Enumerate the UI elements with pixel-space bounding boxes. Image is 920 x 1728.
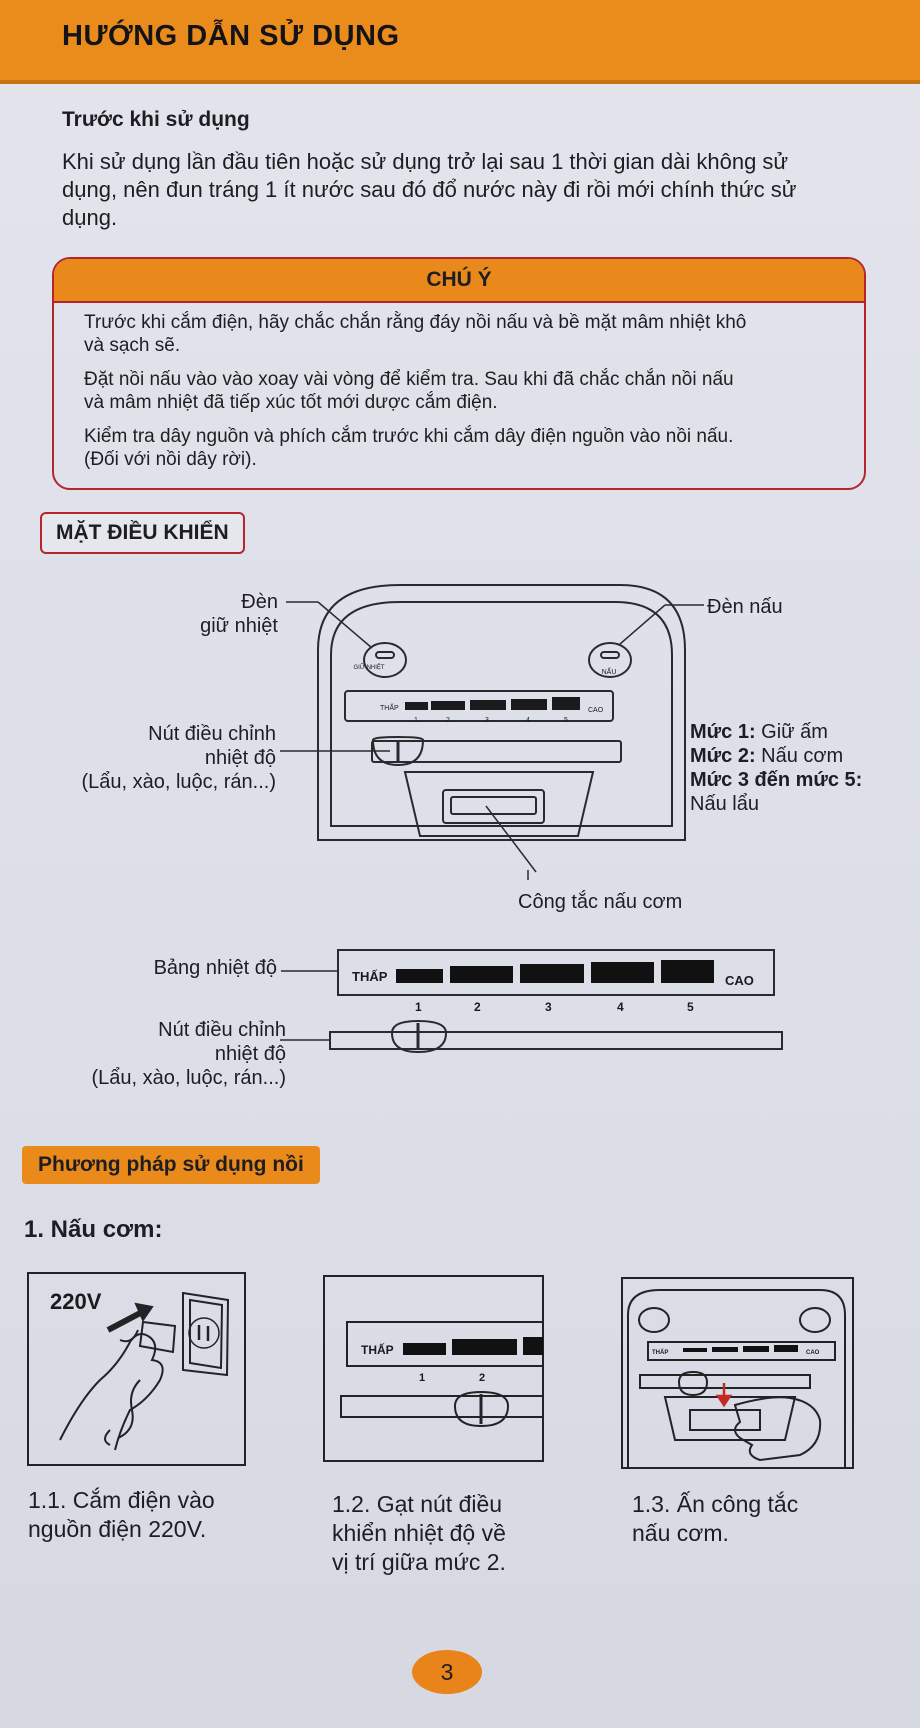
caption-line: khiển nhiệt độ về <box>332 1520 506 1546</box>
step-heading: 1. Nấu cơm: <box>24 1216 163 1243</box>
knob-track <box>372 741 621 762</box>
label-line: nhiệt độ <box>214 1043 286 1065</box>
level-text: Nấu lẩu <box>690 793 759 815</box>
fig3-bar <box>774 1345 798 1352</box>
caption-line: 1.3. Ấn công tắc <box>632 1491 799 1517</box>
fig3-cooker <box>628 1290 845 1468</box>
fig3-bar <box>743 1346 769 1352</box>
level-item <box>690 768 862 792</box>
before-use-heading: Trước khi sử dụng <box>62 108 250 131</box>
page-title: HƯỚNG DẪN SỬ DỤNG <box>62 20 400 52</box>
warm-light-label <box>150 590 278 638</box>
label-line: Nút điều chỉnh <box>158 1019 286 1041</box>
caption-line: nấu cơm. <box>632 1520 729 1546</box>
label-line: nhiệt độ <box>204 747 276 769</box>
notice-line: Trước khi cắm điện, hãy chắc chắn rằng đáy nồi nấu và bề mặt mâm nhiệt khô <box>84 312 747 333</box>
level-bold: Mức 2: <box>690 745 756 767</box>
fig2-number: 2 <box>479 1372 486 1384</box>
scale-bar-3 <box>470 700 506 710</box>
fig3-warm-light <box>639 1308 669 1332</box>
control-panel-section-title: MẶT ĐIỀU KHIỂN <box>40 512 245 554</box>
board-number: 5 <box>687 1000 694 1014</box>
fig2-bar <box>452 1339 517 1355</box>
small-high-text: CAO <box>588 707 604 714</box>
notice-line: và mâm nhiệt đã tiếp xúc tốt mới dược cắm điện. <box>84 392 498 413</box>
small-low-text: THẤP <box>380 705 399 712</box>
intro-line: Khi sử dụng lần đầu tiên hoặc sử dụng trở lại sau 1 thời gian dài không sử <box>62 149 789 174</box>
hand-drawing <box>60 1334 163 1450</box>
cook-light-label: Đèn nấu <box>707 596 783 618</box>
small-scale-number: 3 <box>485 717 489 724</box>
board-label: Bảng nhiệt độ <box>153 957 277 979</box>
power-plug <box>140 1322 175 1352</box>
warm-light <box>364 643 406 677</box>
intro-line: dụng, nên đun tráng 1 ít nước sau đó đổ nước này đi rồi mới chính thức sử <box>62 177 797 202</box>
level-item <box>690 720 862 744</box>
caption-step-3 <box>632 1490 798 1548</box>
notice-line: Kiểm tra dây nguồn và phích cắm trước khi cắm dây điện nguồn vào nồi nấu. <box>84 426 734 447</box>
small-scale-number: 1 <box>414 717 418 724</box>
fig2-low-label: THẤP <box>361 1343 394 1357</box>
cooker-inner-outline <box>331 602 672 826</box>
board-bar-2 <box>450 966 513 983</box>
fig2-bar <box>403 1343 446 1355</box>
board-number: 2 <box>474 1000 481 1014</box>
notice-title: CHÚ Ý <box>54 259 864 303</box>
level-item <box>690 792 862 816</box>
method-tag: Phương pháp sử dụng nồi <box>22 1146 320 1184</box>
notice-line: và sạch sẽ. <box>84 335 181 356</box>
caption-line: nguồn điện 220V. <box>28 1516 207 1542</box>
board-high-label: CAO <box>725 973 754 988</box>
caption-step-1 <box>28 1486 215 1544</box>
small-cook-text: NẤU <box>601 669 617 676</box>
small-scale-number: 4 <box>526 717 530 724</box>
knob-label <box>40 722 276 794</box>
small-scale-number: 5 <box>564 717 568 724</box>
board-number: 4 <box>617 1000 624 1014</box>
level-bold: Mức 3 đến mức 5: <box>690 769 863 791</box>
board-bar-5 <box>661 960 714 983</box>
voltage-label: 220V <box>50 1289 102 1314</box>
fig3-bar <box>712 1347 738 1352</box>
cook-switch <box>443 790 544 823</box>
fig3-cook-light <box>800 1308 830 1332</box>
notice-line: Đặt nồi nấu vào vào xoay vài vòng để kiểm tra. Sau khi đã chắc chắn nồi nấu <box>84 369 734 390</box>
level-list <box>690 720 862 816</box>
board-number: 1 <box>415 1000 422 1014</box>
label-line: (Lẩu, xào, luộc, rán...) <box>81 771 276 793</box>
scale-bar-4 <box>511 699 547 710</box>
scale-bar-2 <box>431 701 465 710</box>
label-line: Nút điều chỉnh <box>148 723 276 745</box>
caption-line: 1.2. Gạt nút điều <box>332 1491 503 1517</box>
intro-line: dụng. <box>62 205 118 230</box>
small-warm-text: GIỮ NHIỆT <box>353 665 385 671</box>
fig2-bar <box>523 1337 543 1355</box>
label-line: (Lẩu, xào, luộc, rán...) <box>91 1067 286 1089</box>
fig3-finger <box>735 1397 820 1460</box>
board-bar-1 <box>396 969 443 983</box>
fig2-number: 1 <box>419 1372 426 1384</box>
fig3-switch <box>690 1410 760 1430</box>
scale-bar-1 <box>405 702 428 710</box>
board-number: 3 <box>545 1000 552 1014</box>
fig2-track <box>341 1396 543 1417</box>
switch-label: Công tắc nấu cơm <box>518 891 683 913</box>
caption-line: 1.1. Cắm điện vào <box>28 1487 215 1513</box>
label-line: Đèn <box>241 591 278 613</box>
notice-line: (Đối với nồi dây rời). <box>84 449 257 470</box>
label-line: giữ nhiệt <box>200 615 278 637</box>
page-number: 3 <box>412 1650 482 1694</box>
caption-step-2 <box>332 1490 506 1577</box>
scale-bar-5 <box>552 697 580 710</box>
cooker-outline <box>318 585 685 840</box>
fig3-switch-housing <box>665 1397 795 1440</box>
board-bar-4 <box>591 962 654 983</box>
small-scale-number: 2 <box>446 717 450 724</box>
level-text: Giữ ấm <box>755 721 828 743</box>
figure-2-frame <box>324 1276 543 1461</box>
fig3-low-label: THẤP <box>652 1350 669 1356</box>
level-bold: Mức 1: <box>690 721 756 743</box>
fig3-high-label: CAO <box>806 1350 820 1356</box>
level-item <box>690 744 862 768</box>
board-bar-3 <box>520 964 584 983</box>
caption-line: vị trí giữa mức 2. <box>332 1549 506 1575</box>
fig3-bar <box>683 1348 707 1352</box>
board-knob-label <box>40 1018 286 1090</box>
board-low-label: THẤP <box>352 969 388 984</box>
level-text: Nấu cơm <box>755 745 844 767</box>
